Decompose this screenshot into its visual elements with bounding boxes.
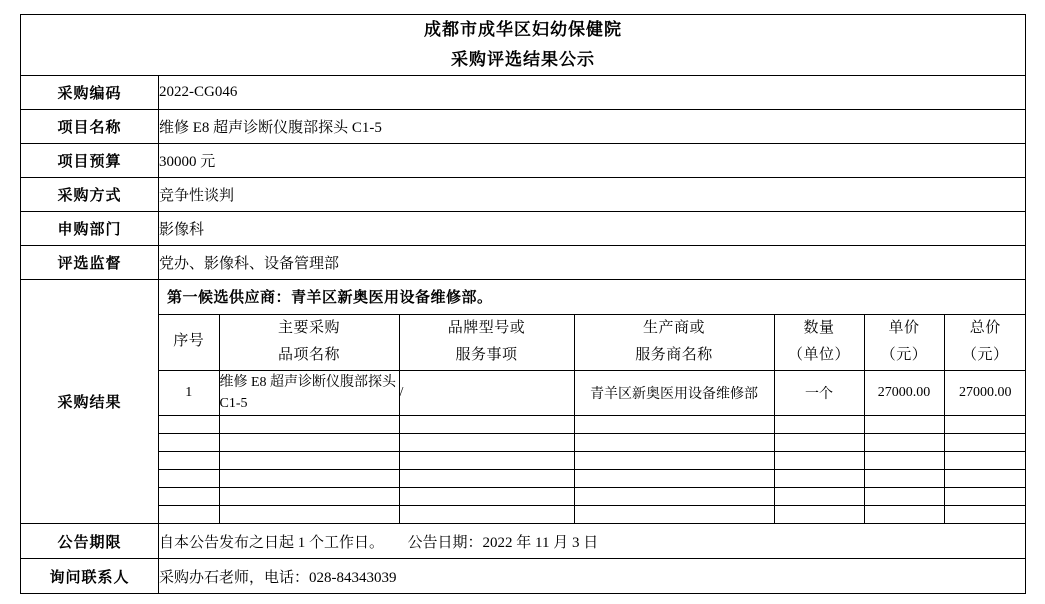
cell-empty <box>574 488 774 506</box>
cell-manufacturer: 青羊区新奥医用设备维修部 <box>574 371 774 416</box>
footer-label-notice-period: 公告期限 <box>21 524 159 559</box>
field-label-supervision: 评选监督 <box>21 245 159 279</box>
notice-period-text: 自本公告发布之日起 1 个工作日。 <box>159 534 385 551</box>
cell-total-price: 27000.00 <box>944 371 1026 416</box>
cell-empty <box>399 470 574 488</box>
col-header-unit-price <box>864 315 944 371</box>
cell-empty <box>399 488 574 506</box>
table-row-empty <box>159 416 1026 434</box>
cell-empty <box>944 434 1026 452</box>
cell-empty <box>159 506 219 524</box>
field-value-code: 2022-CG046 <box>159 75 1026 109</box>
col-header-total-price <box>944 315 1026 371</box>
field-value-department: 影像科 <box>159 211 1026 245</box>
cell-empty <box>159 470 219 488</box>
col-header-no-top: 序号 <box>173 333 205 350</box>
field-value-method: 竞争性谈判 <box>159 177 1026 211</box>
cell-empty <box>219 434 399 452</box>
cell-empty <box>574 452 774 470</box>
cell-empty <box>219 470 399 488</box>
col-header-unit-price-top: 单价 <box>888 319 920 336</box>
field-value-budget: 30000 元 <box>159 143 1026 177</box>
cell-empty <box>944 506 1026 524</box>
cell-empty <box>399 452 574 470</box>
cell-empty <box>944 416 1026 434</box>
cell-empty <box>159 434 219 452</box>
cell-empty <box>774 434 864 452</box>
col-header-manufacturer-top: 生产商或 <box>642 319 705 336</box>
cell-empty <box>944 452 1026 470</box>
notice-date-text: 公告日期：2022 年 11 月 3 日 <box>407 534 599 551</box>
col-header-brand-model-bottom: 服务事项 <box>455 347 518 364</box>
col-header-brand-model <box>399 315 574 371</box>
col-header-unit-price-bottom: （元） <box>880 347 928 364</box>
table-row-empty <box>159 488 1026 506</box>
cell-empty <box>944 488 1026 506</box>
field-row-method <box>21 177 1026 211</box>
field-value-supervision: 党办、影像科、设备管理部 <box>159 245 1026 279</box>
footer-label-contact: 询问联系人 <box>21 559 159 594</box>
footer-value-contact: 采购办石老师，电话：028-84343039 <box>159 559 1026 594</box>
col-header-item-name-top: 主要采购 <box>277 319 340 336</box>
organization-name: 成都市成华区妇幼保健院 <box>424 20 622 39</box>
cell-empty <box>864 434 944 452</box>
col-header-item-name <box>219 315 399 371</box>
col-header-quantity-bottom: （单位） <box>787 347 850 364</box>
cell-empty <box>574 470 774 488</box>
cell-empty <box>219 506 399 524</box>
cell-empty <box>399 416 574 434</box>
col-header-brand-model-top: 品牌型号或 <box>447 319 526 336</box>
purchase-items-table <box>159 315 1026 524</box>
cell-empty <box>864 452 944 470</box>
cell-unit-price: 27000.00 <box>864 371 944 416</box>
col-header-manufacturer <box>574 315 774 371</box>
field-label-code: 采购编码 <box>21 75 159 109</box>
field-label-budget: 项目预算 <box>21 143 159 177</box>
field-row-code <box>21 75 1026 109</box>
cell-empty <box>574 434 774 452</box>
table-row-empty <box>159 434 1026 452</box>
field-value-project-name: 维修 E8 超声诊断仪腹部探头 C1-5 <box>159 109 1026 143</box>
field-row-budget <box>21 143 1026 177</box>
cell-empty <box>159 452 219 470</box>
cell-empty <box>774 416 864 434</box>
cell-empty <box>864 506 944 524</box>
cell-empty <box>219 452 399 470</box>
cell-empty <box>219 488 399 506</box>
col-header-quantity <box>774 315 864 371</box>
field-label-department: 申购部门 <box>21 211 159 245</box>
col-header-quantity-top: 数量 <box>803 319 835 336</box>
title-row <box>21 15 1026 76</box>
cell-empty <box>159 416 219 434</box>
cell-empty <box>864 416 944 434</box>
col-header-total-price-top: 总价 <box>969 319 1001 336</box>
field-row-project-name <box>21 109 1026 143</box>
document-title: 采购评选结果公示 <box>451 49 595 69</box>
cell-empty <box>574 506 774 524</box>
cell-empty <box>864 488 944 506</box>
table-row-empty <box>159 470 1026 488</box>
table-row-empty <box>159 506 1026 524</box>
announcement-table <box>20 14 1026 594</box>
footer-row-contact <box>21 559 1026 594</box>
cell-empty <box>774 452 864 470</box>
cell-empty <box>944 470 1026 488</box>
col-header-no <box>159 315 219 371</box>
cell-empty <box>574 416 774 434</box>
footer-row-notice-period <box>21 524 1026 559</box>
col-header-item-name-bottom: 品项名称 <box>277 347 340 364</box>
cell-empty <box>864 470 944 488</box>
field-label-method: 采购方式 <box>21 177 159 211</box>
field-row-supervision <box>21 245 1026 279</box>
field-label-project-name: 项目名称 <box>21 109 159 143</box>
col-header-manufacturer-bottom: 服务商名称 <box>635 347 713 364</box>
field-row-department <box>21 211 1026 245</box>
items-header-row <box>159 315 1026 371</box>
result-body <box>159 279 1026 524</box>
result-row <box>21 279 1026 524</box>
cell-empty <box>774 488 864 506</box>
col-header-total-price-bottom: （元） <box>961 347 1009 364</box>
footer-value-notice-period <box>159 524 1026 559</box>
cell-item-name: 维修 E8 超声诊断仪腹部探头 C1-5 <box>219 371 399 416</box>
cell-empty <box>219 416 399 434</box>
cell-quantity: 一个 <box>774 371 864 416</box>
table-row <box>159 371 1026 416</box>
table-row-empty <box>159 452 1026 470</box>
cell-empty <box>774 506 864 524</box>
first-candidate-supplier: 第一候选供应商：青羊区新奥医用设备维修部。 <box>159 280 1025 315</box>
result-label: 采购结果 <box>21 279 159 524</box>
cell-empty <box>399 434 574 452</box>
cell-brand-model: / <box>399 371 574 416</box>
document-header <box>21 15 1026 76</box>
cell-no: 1 <box>159 371 219 416</box>
cell-empty <box>774 470 864 488</box>
cell-empty <box>399 506 574 524</box>
cell-empty <box>159 488 219 506</box>
